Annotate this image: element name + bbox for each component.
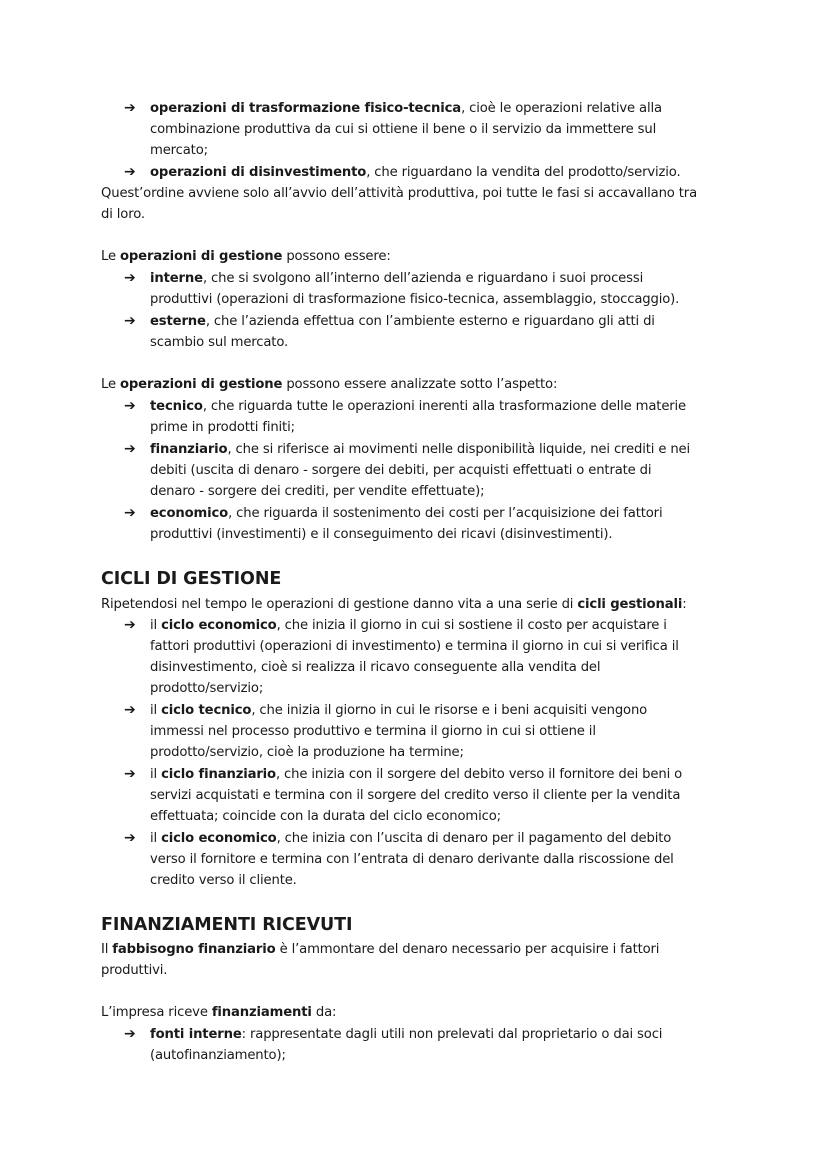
arrow-bullet-icon: ➔ [124, 617, 136, 633]
list-item-continuation: produttivi (investimenti) e il conseguimento dei ricavi (disinvestimenti). [150, 527, 613, 542]
paragraph-intro: Le operazioni di gestione possono essere: [101, 249, 391, 264]
arrow-bullet-icon: ➔ [124, 830, 136, 846]
arrow-bullet-icon: ➔ [124, 164, 136, 180]
arrow-bullet-icon: ➔ [124, 441, 136, 457]
list-item-continuation: disinvestimento, cioè si realizza il ricavo conseguente alla vendita del [150, 660, 601, 675]
list-item-continuation: credito verso il cliente. [150, 873, 297, 888]
arrow-bullet-icon: ➔ [124, 766, 136, 782]
list-item-continuation: scambio sul mercato. [150, 335, 289, 350]
list-item-continuation: debiti (uscita di denaro - sorgere dei debiti, per acquisti effettuati o entrate di [150, 463, 652, 478]
list-item: finanziario, che si riferisce ai movimenti nelle disponibilità liquide, nei crediti e nei [150, 442, 691, 457]
arrow-bullet-icon: ➔ [124, 702, 136, 718]
paragraph-line: Quest’ordine avviene solo all’avvio dell’attività produttiva, poi tutte le fasi si accavallano tra [101, 186, 697, 201]
paragraph-line: Il fabbisogno finanziario è l’ammontare del denaro necessario per acquisire i fattori [101, 942, 660, 957]
list-item-continuation: servizi acquistati e termina con il sorgere del credito verso il cliente per la vendita [150, 788, 681, 803]
paragraph-intro: L’impresa riceve finanziamenti da: [101, 1005, 337, 1020]
bold-term: operazioni di trasformazione fisico-tecnica [150, 101, 462, 116]
paragraph-intro: Ripetendosi nel tempo le operazioni di gestione danno vita a una serie di cicli gestionali: [101, 597, 687, 612]
paragraph-intro: Le operazioni di gestione possono essere analizzate sotto l’aspetto: [101, 377, 558, 392]
list-item: operazioni di trasformazione fisico-tecnica, cioè le operazioni relative alla [150, 101, 662, 116]
paragraph-line: di loro. [101, 207, 145, 222]
arrow-bullet-icon: ➔ [124, 505, 136, 521]
paragraph-line: produttivi. [101, 963, 168, 978]
list-item-continuation: verso il fornitore e termina con l’entrata di denaro derivante dalla riscossione del [150, 852, 674, 867]
list-item-continuation: mercato; [150, 143, 208, 158]
arrow-bullet-icon: ➔ [124, 1026, 136, 1042]
list-item: esterne, che l’azienda effettua con l’ambiente esterno e riguardano gli atti di [150, 314, 655, 329]
list-item: il ciclo economico, che inizia il giorno in cui si sostiene il costo per acquistare i [150, 618, 667, 633]
arrow-bullet-icon: ➔ [124, 313, 136, 329]
list-item: il ciclo finanziario, che inizia con il sorgere del debito verso il fornitore dei beni o [150, 767, 683, 782]
list-item-continuation: prodotto/servizio, cioè la produzione ha termine; [150, 745, 464, 760]
list-item: il ciclo tecnico, che inizia il giorno in cui le risorse e i beni acquisiti vengono [150, 703, 648, 718]
list-item: economico, che riguarda il sostenimento dei costi per l’acquisizione dei fattori [150, 506, 663, 521]
list-item-continuation: (autofinanziamento); [150, 1048, 286, 1063]
list-item-continuation: produttivi (operazioni di trasformazione fisico-tecnica, assemblaggio, stoccaggio). [150, 292, 680, 307]
list-item-continuation: combinazione produttiva da cui si ottiene il bene o il servizio da immettere sul [150, 122, 657, 137]
bold-term: operazioni di disinvestimento [150, 165, 367, 180]
section-heading: CICLI DI GESTIONE [101, 569, 282, 589]
list-item: operazioni di disinvestimento, che riguardano la vendita del prodotto/servizio. [150, 165, 681, 180]
list-item-continuation: immessi nel processo produttivo e termina il giorno in cui si ottiene il [150, 724, 596, 739]
list-item: il ciclo economico, che inizia con l’uscita di denaro per il pagamento del debito [150, 831, 672, 846]
arrow-bullet-icon: ➔ [124, 398, 136, 414]
list-item: tecnico, che riguarda tutte le operazioni inerenti alla trasformazione delle materie [150, 399, 687, 414]
arrow-bullet-icon: ➔ [124, 270, 136, 286]
list-item: interne, che si svolgono all’interno dell’azienda e riguardano i suoi processi [150, 271, 644, 286]
arrow-bullet-icon: ➔ [124, 100, 136, 116]
list-item-continuation: fattori produttivi (operazioni di investimento) e termina il giorno in cui si verifica il [150, 639, 679, 654]
list-item-continuation: prodotto/servizio; [150, 681, 264, 696]
list-item-continuation: effettuata; coincide con la durata del ciclo economico; [150, 809, 501, 824]
list-item: fonti interne: rappresentate dagli utili non prelevati dal proprietario o dai soci [150, 1027, 663, 1042]
list-item-continuation: denaro - sorgere dei crediti, per vendite effettuate); [150, 484, 485, 499]
list-item-continuation: prime in prodotti finiti; [150, 420, 295, 435]
section-heading: FINANZIAMENTI RICEVUTI [101, 915, 353, 935]
